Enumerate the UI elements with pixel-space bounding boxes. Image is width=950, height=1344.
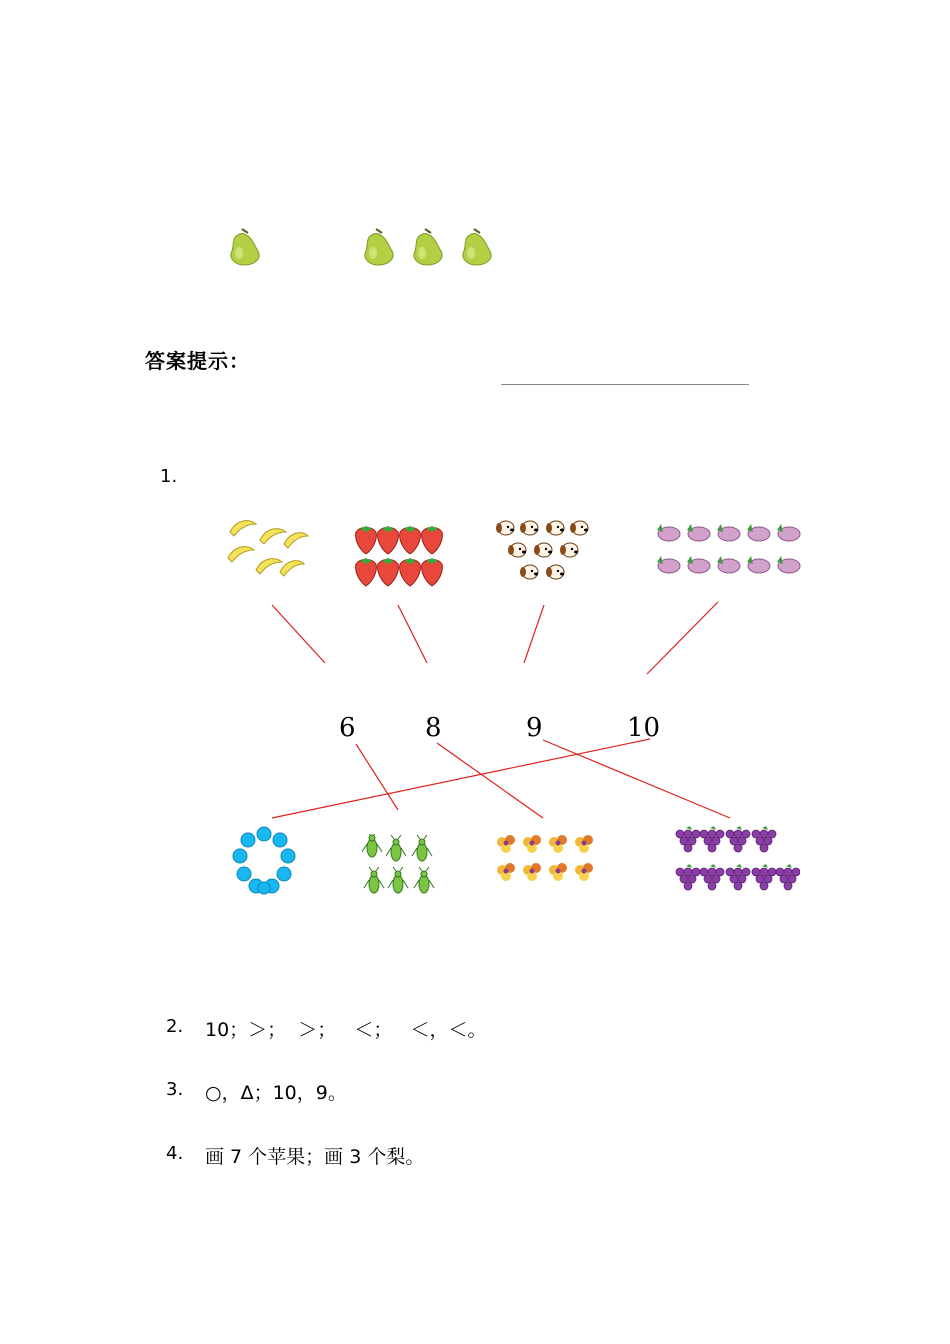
question-1-number: 1.	[160, 466, 178, 487]
flower-group-icon	[496, 834, 598, 892]
bead-ring-icon	[232, 826, 296, 896]
match-line-eggplants-10	[647, 602, 718, 674]
question-2-number: 2.	[166, 1016, 184, 1037]
match-line-bananas-6	[272, 605, 325, 663]
match-line-10-beads	[272, 739, 650, 818]
question-4-number: 4.	[166, 1143, 184, 1164]
match-line-6-grasshoppers	[356, 744, 398, 810]
number-10: 10	[627, 713, 661, 743]
match-line-strawberries-8	[398, 605, 427, 663]
question-2-answer: 10；＞； ＞； ＜； ＜，＜。	[205, 1019, 487, 1041]
match-line-9-grapes	[543, 740, 730, 818]
question-4-answer: 画 7 个苹果；画 3 个梨。	[205, 1146, 425, 1168]
answer-hints-heading: 答案提示：	[145, 349, 250, 373]
number-6: 6	[339, 713, 356, 743]
grasshopper-group-icon	[362, 834, 442, 896]
question-3-number: 3.	[166, 1079, 184, 1100]
number-9: 9	[526, 713, 543, 743]
number-8: 8	[425, 713, 442, 743]
grape-group-icon	[674, 826, 800, 896]
question-3-answer: ○，Δ；10，9。	[205, 1082, 347, 1104]
match-line-puppies-9	[524, 605, 544, 663]
